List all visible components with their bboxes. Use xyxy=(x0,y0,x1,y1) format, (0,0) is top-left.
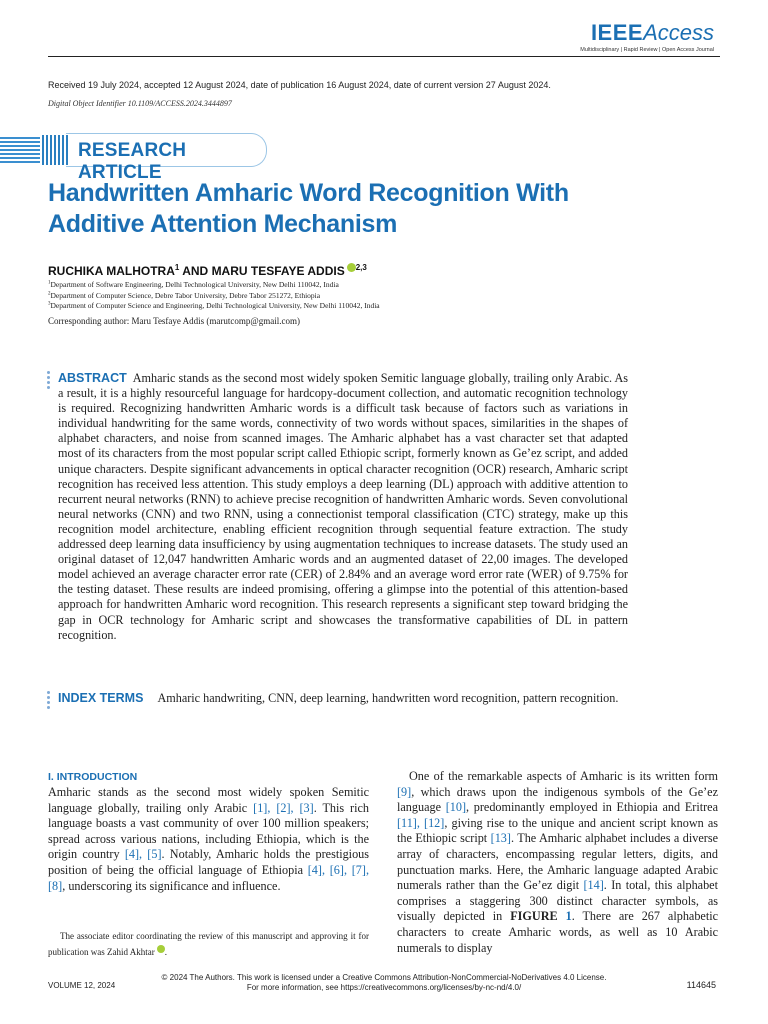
abstract-label: ABSTRACT xyxy=(58,371,127,385)
index-terms-label: INDEX TERMS xyxy=(58,691,144,705)
text-run: . This rich language boasts a vast community of over 100 million speakers; spread across various nations, including Ethiopia, which is the origin country xyxy=(48,800,369,862)
corresponding-author: Corresponding author: Maru Tesfaye Addis (marutcomp@gmail.com) xyxy=(48,316,300,326)
doi: Digital Object Identifier 10.1109/ACCESS.2024.3444897 xyxy=(48,99,232,108)
journal-tagline: Multidisciplinary | Rapid Review | Open Access Journal xyxy=(580,47,714,53)
citation-link[interactable]: [4], [6], [7], [8] xyxy=(48,862,369,893)
journal-logo xyxy=(580,20,714,53)
editor-footnote: The associate editor coordinating the review of this manuscript and approving it for publication was Zahid Akhtar . xyxy=(48,931,369,957)
section-heading-introduction: I. INTRODUCTION xyxy=(48,771,138,783)
citation-link[interactable]: [9] xyxy=(397,784,412,799)
volume-label: VOLUME 12, 2024 xyxy=(48,981,116,990)
footnote-text: The associate editor coordinating the review of this manuscript and approving it for publication was Zahid Akhtar xyxy=(48,931,369,957)
citation-link[interactable]: [13] xyxy=(490,831,511,846)
research-article-banner xyxy=(0,133,272,183)
page-number: 114645 xyxy=(686,980,716,990)
affiliation-num: 2 xyxy=(48,291,51,297)
text-run: , underscoring its significance and influence. xyxy=(62,878,281,893)
abstract xyxy=(58,371,628,643)
intro-paragraph-2 xyxy=(397,769,718,956)
affiliation-text: Department of Computer Science and Engineering, Delhi Technological University, New Delhi 110042, India xyxy=(50,301,380,310)
affiliation-num: 1 xyxy=(48,280,51,286)
affiliation-text: Department of Computer Science, Debre Tabor University, Debre Tabor 251272, Ethiopia xyxy=(50,291,321,300)
license-line-1: © 2024 The Authors. This work is licensed under a Creative Commons Attribution-NonCommercial-NoDerivatives 4.0 License. xyxy=(161,973,607,982)
abstract-text: Amharic stands as the second most widely spoken Semitic language globally, trailing only Arabic. As a result, it is a highly resourceful language for hardcopy-document collection, and automatic recognition technology is required. Recognizing handwritten Amharic words is a difficult task because of factors such as variations in individual handwriting for the same words, connectivity of two words without spaces, similarities in the shapes of alphabet characters, and noise from scanned images. The Amharic alphabet has a vast character set that adapted most of its characters from the most popular script called Ethiopic script, formerly known as Ge’ez script, and added unique characters. Despite significant advancements in optical character recognition (OCR) research, Amharic script recognition has received less attention. This study employs a deep learning (DL) approach with additive attention to recurrent neural networks (RNN) to achieve precise recognition of handwritten Amharic words. Seven convolutional neural networks (CNN) and two RNN, using a connectionist temporal classification (CTC) strategy, make up this recognition model architecture, enabling efficient recognition through sequential feature extraction. The study addressed deep learning data insufficiency by using augmentation techniques to increase datasets. The study used an original dataset of 12,047 handwritten Amharic words and an augmented dataset of 22,00 images. The developed model achieved an average character error rate (CER) of 2.84% and an average word error rate (WER) of 9.75% for the testing dataset. These results are indeed promising, offering a glimpse into the potential of this attention-based approach for handwritten Amharic word recognition. This research represents a significant step toward bridging the gap in OCR technology for Amharic script and showcases the transformative capabilities of DL in pattern recognition. xyxy=(58,371,628,642)
header-rule xyxy=(48,56,720,57)
text-run: . In total, this alphabet comprises a staggering 300 distinct character symbols, as visually depicted in xyxy=(397,878,718,924)
text-run: Amharic stands as the second most widely spoken Semitic language globally, trailing only Arabic xyxy=(48,785,369,815)
index-terms-dots-icon xyxy=(47,691,51,711)
affiliation-1 xyxy=(48,280,339,289)
citation-link[interactable]: [10] xyxy=(445,800,467,815)
text-run: , predominantly employed in Ethiopia and Eritrea xyxy=(466,800,718,815)
license-line-2[interactable]: For more information, see https://creativecommons.org/licenses/by-nc-nd/4.0/ xyxy=(246,983,522,992)
logo-access: Access xyxy=(643,20,714,45)
logo-ieee: IEEE xyxy=(590,20,644,45)
text-run: , which draws upon the indigenous symbols of the Ge’ez language xyxy=(397,784,718,815)
text-run: One of the remarkable aspects of Amharic is its written form xyxy=(409,769,718,783)
text-run: . The Amharic alphabet includes a diverse array of characters, encompassing regular letters, digits, and punctuation marks. Here, the Amharic language adapted Arabic numerals rather than the Ge’ez digit xyxy=(397,831,718,893)
affiliation-3 xyxy=(48,301,380,310)
received-dates: Received 19 July 2024, accepted 12 August 2024, date of publication 16 August 2024, date of current version 27 August 2024. xyxy=(48,80,551,90)
affiliation-2 xyxy=(48,291,320,300)
authors xyxy=(48,263,367,278)
affiliation-text: Department of Software Engineering, Delhi Technological University, New Delhi 110042, India xyxy=(50,280,339,289)
author-and: AND xyxy=(182,264,209,278)
abstract-dots-icon xyxy=(47,371,51,391)
title-line-1: Handwritten Amharic Word Recognition With xyxy=(48,179,569,207)
banner-label: RESEARCH ARTICLE xyxy=(78,140,187,183)
orcid-icon[interactable] xyxy=(347,263,356,272)
citation-link[interactable]: [11], [12] xyxy=(397,815,445,830)
citation-link[interactable]: [1], [2], [3] xyxy=(253,800,314,815)
index-terms xyxy=(58,691,628,706)
author-2-sup: 2,3 xyxy=(355,263,367,272)
text-run: , giving rise to the unique and ancient script known as the Ethiopic script xyxy=(397,815,718,846)
citation-link[interactable]: [4], [5] xyxy=(124,847,162,862)
text-run: . Notably, Amharic holds the prestigious position of being the official language of Ethiopia xyxy=(48,847,369,877)
author-2: MARU TESFAYE ADDIS xyxy=(211,264,345,278)
orcid-icon[interactable] xyxy=(157,945,165,953)
title-line-2: Additive Attention Mechanism xyxy=(48,210,398,238)
affiliation-num: 3 xyxy=(48,301,51,307)
citation-link[interactable]: [14] xyxy=(583,878,604,893)
banner-lines xyxy=(0,135,40,165)
intro-paragraph-1 xyxy=(48,785,369,894)
author-1-sup: 1 xyxy=(174,263,180,272)
license-notice xyxy=(0,973,768,993)
article-title xyxy=(48,178,668,240)
author-1: RUCHIKA MALHOTRA xyxy=(48,264,175,278)
text-run: . There are 267 alphabetic characters to create Amharic words, as well as 10 Arabic numerals to display xyxy=(397,909,719,955)
index-terms-text: Amharic handwriting, CNN, deep learning, handwritten word recognition, pattern recognition. xyxy=(157,691,619,705)
figure-label: FIGURE xyxy=(510,909,558,924)
figure-link[interactable]: 1 xyxy=(565,909,572,924)
